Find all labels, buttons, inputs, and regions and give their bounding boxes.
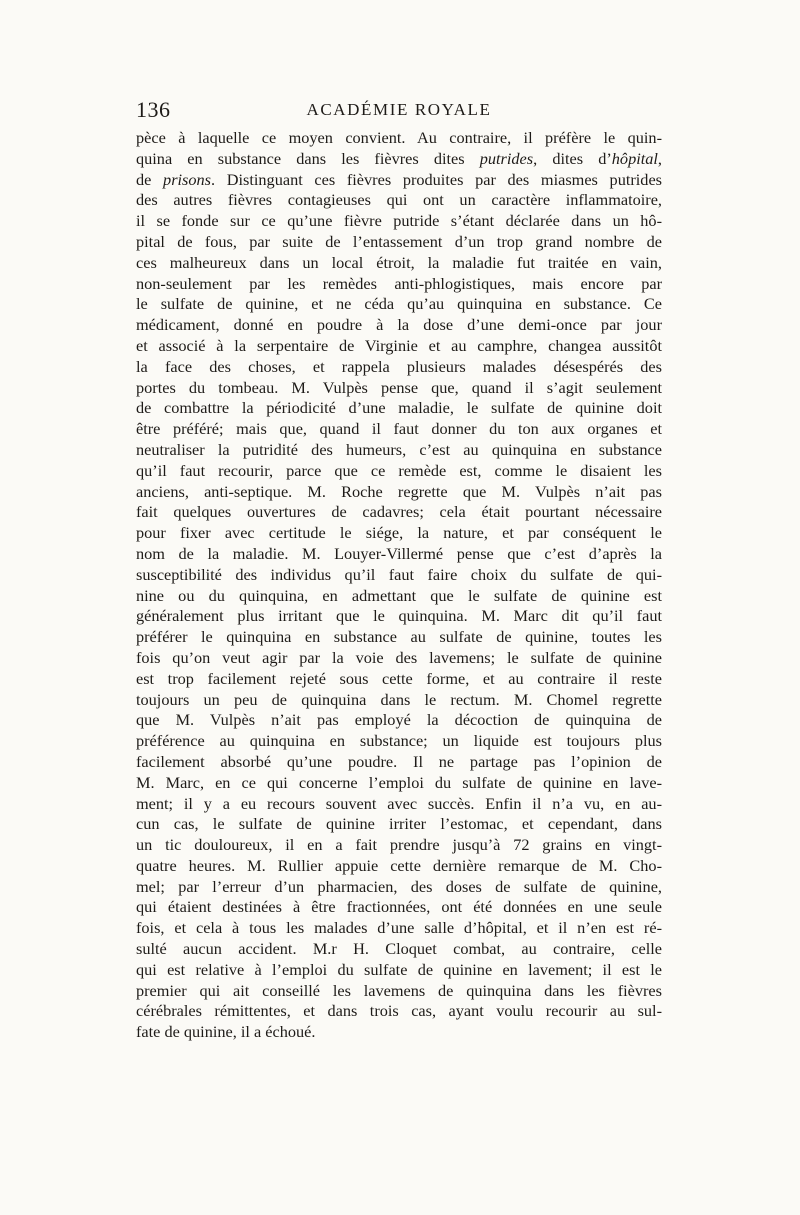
text-line	[136, 606, 662, 627]
page-number: 136	[136, 97, 171, 122]
text-line	[136, 170, 662, 191]
text-line	[136, 690, 662, 711]
text-run: nom de la maladie. M. Louyer-Villermé pense que c’est d’après la	[136, 543, 662, 563]
text-line	[136, 1001, 662, 1022]
text-run: le sulfate de quinine, et ne céda qu’au quinquina en substance. Ce	[136, 294, 662, 314]
text-run: . Distinguant ces fièvres produites par des miasmes putrides	[211, 169, 663, 189]
text-run: fois qu’on veut agir par la voie des lavemens; le sulfate de quinine	[136, 647, 662, 667]
text-line	[136, 918, 662, 939]
text-run: la face des choses, et rappela plusieurs malades désespérés des	[136, 356, 662, 376]
text-line	[136, 856, 662, 877]
text-line	[136, 190, 662, 211]
text-line	[136, 211, 662, 232]
text-line	[136, 835, 662, 856]
text-line	[136, 981, 662, 1002]
text-run: médicament, donné en poudre à la dose d’une demi-once par jour	[136, 315, 662, 335]
text-run: fait quelques ouvertures de cadavres; cela était pourtant nécessaire	[136, 502, 662, 522]
text-run: un tic douloureux, il en a fait prendre jusqu’à 72 grains en vingt-	[136, 835, 662, 855]
text-run: ,	[657, 148, 662, 168]
text-line	[136, 877, 662, 898]
text-run: qui est relative à l’emploi du sulfate de quinine en lavement; il est le	[136, 959, 662, 979]
text-line	[136, 710, 662, 731]
text-run: mel; par l’erreur d’un pharmacien, des doses de sulfate de quinine,	[136, 876, 662, 896]
text-run: sulté aucun accident. M.r H. Cloquet combat, au contraire, celle	[136, 939, 662, 959]
text-run: être préféré; mais que, quand il faut donner du ton aux organes et	[136, 419, 662, 439]
text-run: ment; il y a eu recours souvent avec succès. Enfin il n’a vu, en au-	[136, 793, 662, 813]
text-line	[136, 773, 662, 794]
text-line	[136, 648, 662, 669]
text-run: préférer le quinquina en substance au sulfate de quinine, toutes les	[136, 627, 662, 647]
text-line	[136, 544, 662, 565]
text-line	[136, 482, 662, 503]
text-run: quatre heures. M. Rullier appuie cette dernière remarque de M. Cho-	[136, 855, 662, 875]
text-line	[136, 731, 662, 752]
text-run: préférence au quinquina en substance; un liquide est toujours plus	[136, 731, 662, 751]
text-line	[136, 794, 662, 815]
text-run: que M. Vulpès n’ait pas employé la décoction de quinquina de	[136, 710, 662, 730]
text-line	[136, 357, 662, 378]
text-run: qu’il faut recourir, parce que ce remède est, comme le disaient les	[136, 460, 662, 480]
text-line	[136, 315, 662, 336]
text-run: non-seulement par les remèdes anti-phlogistiques, mais encore par	[136, 273, 662, 293]
text-line	[136, 565, 662, 586]
text-line	[136, 814, 662, 835]
text-line	[136, 232, 662, 253]
text-line	[136, 586, 662, 607]
text-line	[136, 149, 662, 170]
text-run: des autres fièvres contagieuses qui ont un caractère inflammatoire,	[136, 190, 662, 210]
text-line	[136, 939, 662, 960]
text-line	[136, 253, 662, 274]
text-run: quina en substance dans les fièvres dites	[136, 148, 480, 168]
text-line	[136, 419, 662, 440]
text-line	[136, 752, 662, 773]
text-line	[136, 128, 662, 149]
text-run: neutraliser la putridité des humeurs, c’est au quinquina en substance	[136, 439, 662, 459]
body-paragraph	[136, 128, 662, 1043]
text-run: fois, et cela à tous les malades d’une salle d’hôpital, et il n’en est ré-	[136, 918, 662, 938]
text-run: , dites d’	[533, 148, 612, 168]
text-line	[136, 897, 662, 918]
text-line	[136, 502, 662, 523]
text-run: cun cas, le sulfate de quinine irriter l’estomac, et cependant, dans	[136, 814, 662, 834]
page-header	[136, 96, 662, 128]
text-line	[136, 960, 662, 981]
text-run: est trop facilement rejeté sous cette forme, et au contraire il reste	[136, 668, 662, 688]
text-line	[136, 461, 662, 482]
text-run: anciens, anti-septique. M. Roche regrette que M. Vulpès n’ait pas	[136, 481, 662, 501]
text-run: cérébrales rémittentes, et dans trois cas, ayant voulu recourir au sul-	[136, 1001, 662, 1021]
italic-term: hôpital	[611, 148, 658, 168]
text-line	[136, 669, 662, 690]
text-run: et associé à la serpentaire de Virginie et au camphre, changea aussitôt	[136, 335, 662, 355]
text-run: ces malheureux dans un local étroit, la maladie fut traitée en vain,	[136, 252, 662, 272]
text-run: pital de fous, par suite de l’entassement d’un trop grand nombre de	[136, 231, 662, 251]
text-line	[136, 378, 662, 399]
text-line	[136, 294, 662, 315]
text-run: de combattre la périodicité d’une maladie, le sulfate de quinine doit	[136, 398, 662, 418]
text-run: qui étaient destinées à être fractionnées, ont été données en une seule	[136, 897, 662, 917]
text-run: généralement plus irritant que le quinquina. M. Marc dit qu’il faut	[136, 606, 662, 626]
text-run: M. Marc, en ce qui concerne l’emploi du sulfate de quinine en lave-	[136, 772, 662, 792]
text-line	[136, 523, 662, 544]
text-line	[136, 398, 662, 419]
italic-term: prisons	[163, 169, 212, 189]
text-run: pour fixer avec certitude le siége, la nature, et par conséquent le	[136, 523, 662, 543]
text-run: il se fonde sur ce qu’une fièvre putride s’étant déclarée dans un hô-	[136, 211, 662, 231]
italic-term: putrides	[479, 148, 534, 168]
text-run: de	[136, 169, 164, 189]
text-run: nine ou du quinquina, en admettant que le sulfate de quinine est	[136, 585, 662, 605]
running-title: ACADÉMIE ROYALE	[306, 100, 492, 119]
text-line	[136, 274, 662, 295]
text-line	[136, 627, 662, 648]
text-line	[136, 440, 662, 461]
text-run: fate de quinine, il a échoué.	[136, 1022, 316, 1042]
text-run: facilement absorbé qu’une poudre. Il ne partage pas l’opinion de	[136, 751, 662, 771]
text-run: pèce à laquelle ce moyen convient. Au contraire, il préfère le quin-	[136, 128, 662, 147]
text-run: toujours un peu de quinquina dans le rectum. M. Chomel regrette	[136, 689, 662, 709]
text-run: susceptibilité des individus qu’il faut faire choix du sulfate de qui-	[136, 564, 662, 584]
text-run: premier qui ait conseillé les lavemens de quinquina dans les fièvres	[136, 980, 662, 1000]
text-line	[136, 336, 662, 357]
text-run: portes du tombeau. M. Vulpès pense que, quand il s’agit seulement	[136, 377, 662, 397]
text-line	[136, 1022, 662, 1043]
